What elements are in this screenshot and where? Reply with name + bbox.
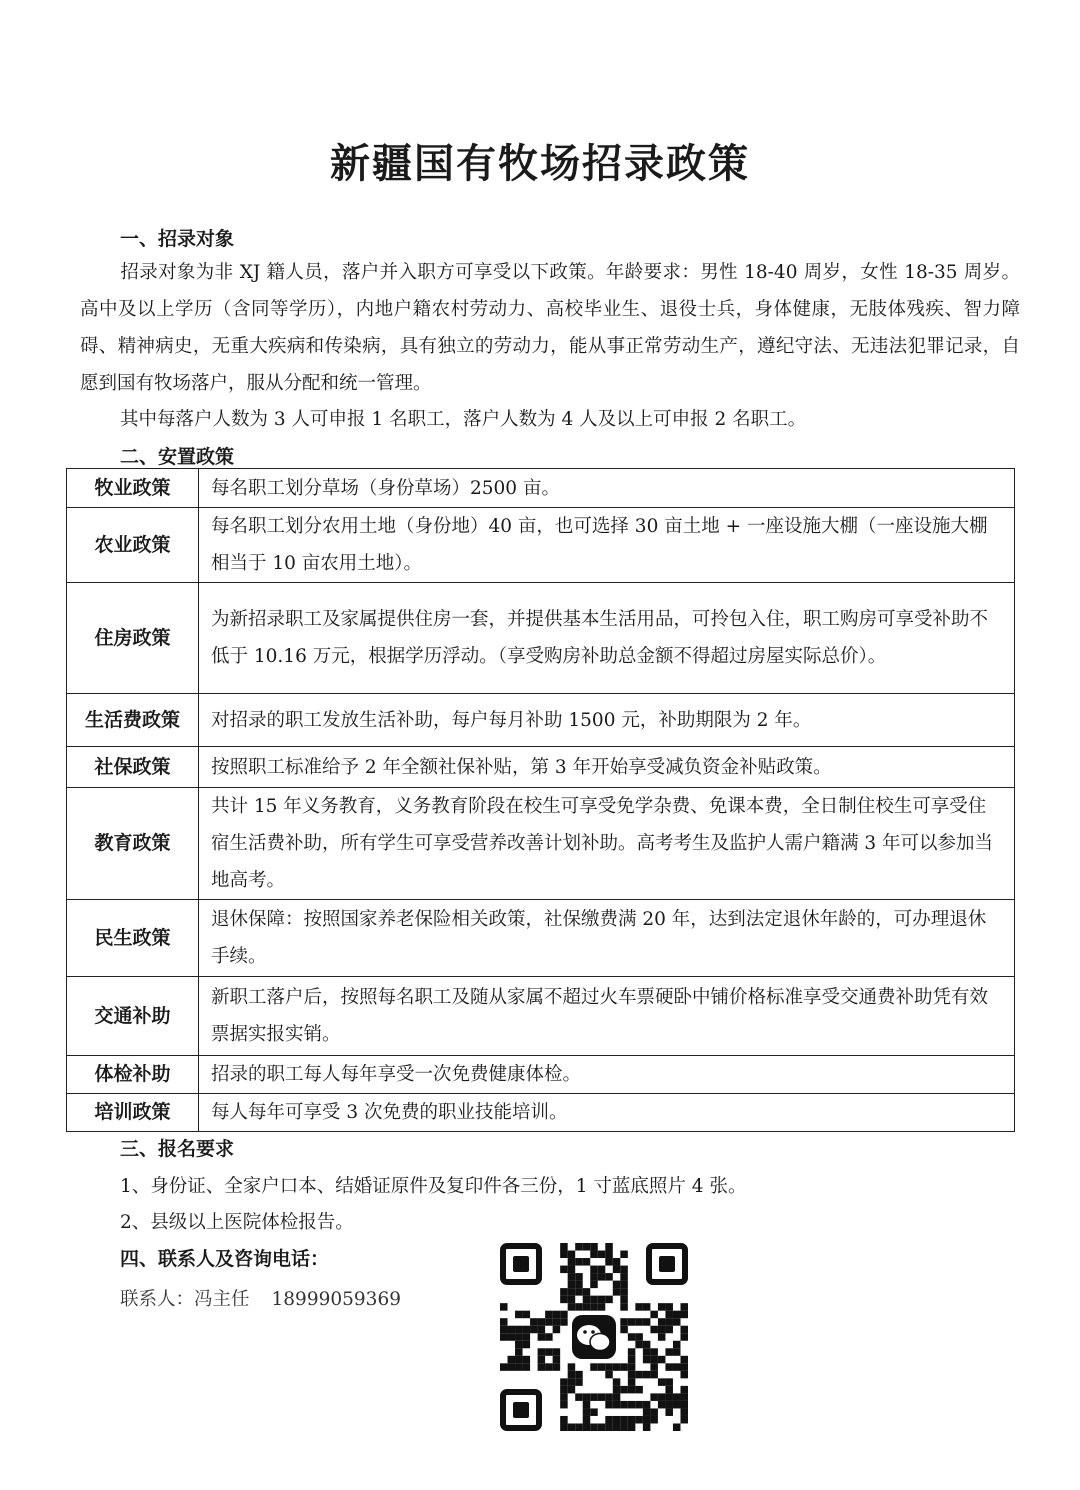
- contact-info: [120, 1285, 423, 1311]
- section2-heading: 二、安置政策: [120, 446, 235, 468]
- policy-name: 交通补助: [67, 977, 199, 1056]
- contact-phone: 18999059369: [271, 1289, 401, 1310]
- policy-table: [66, 468, 1015, 1132]
- policy-desc: 招录的职工每人每年享受一次免费健康体检。: [199, 1056, 1015, 1094]
- policy-name: 农业政策: [67, 508, 199, 583]
- policy-desc: 每名职工划分草场（身份草场）2500 亩。: [199, 469, 1015, 508]
- policy-row: [67, 900, 1015, 977]
- policy-row: [67, 1056, 1015, 1094]
- policy-desc: 每人每年可享受 3 次免费的职业技能培训。: [199, 1094, 1015, 1132]
- policy-row: [67, 977, 1015, 1056]
- section1-paragraph-quota: 其中每落户人数为 3 人可申报 1 名职工，落户人数为 4 人及以上可申报 2 名职工。: [120, 409, 807, 430]
- policy-name: 民生政策: [67, 900, 199, 977]
- policy-name: 牧业政策: [67, 469, 199, 508]
- policy-name: 教育政策: [67, 788, 199, 900]
- policy-row: [67, 508, 1015, 583]
- section1-heading: 一、招录对象: [120, 228, 235, 250]
- policy-name: 培训政策: [67, 1094, 199, 1132]
- policy-name: 社保政策: [67, 747, 199, 788]
- page-title: 新疆国有牧场招录政策: [330, 141, 750, 187]
- policy-desc: 共计 15 年义务教育，义务教育阶段在校生可享受免学杂费、免课本费，全日制住校生可享受住宿生活费补助，所有学生可享受营养改善计划补助。高考考生及监护人需户籍满 3 年可以参加当地高考。: [199, 788, 1015, 900]
- requirement-item: 1、身份证、全家户口本、结婚证原件及复印件各三份，1 寸蓝底照片 4 张。: [120, 1176, 747, 1197]
- policy-desc: 新职工落户后，按照每名职工及随从家属不超过火车票硬卧中铺价格标准享受交通费补助凭有效票据实报实销。: [199, 977, 1015, 1056]
- section3-heading: 三、报名要求: [120, 1138, 235, 1160]
- wechat-qr-code-icon[interactable]: [500, 1243, 688, 1431]
- section1-paragraph-eligibility: 招录对象为非 XJ 籍人员，落户并入职方可享受以下政策。年龄要求：男性 18-40 周岁，女性 18-35 周岁。高中及以上学历（含同等学历），内地户籍农村劳动力、高校毕业生、退役士兵，身体健康，无肢体残疾、智力障碍、精神病史，无重大疾病和传染病，具有独立的劳动力，能从事正常劳动生产，遵纪守法、无违法犯罪记录，自愿到国有牧场落户，服从分配和统一管理。: [80, 262, 1020, 394]
- policy-name: 住房政策: [67, 583, 199, 694]
- policy-name: 体检补助: [67, 1056, 199, 1094]
- policy-row: [67, 694, 1015, 747]
- policy-row: [67, 1094, 1015, 1132]
- policy-row: [67, 469, 1015, 508]
- policy-row: [67, 583, 1015, 694]
- policy-desc: 退休保障：按照国家养老保险相关政策，社保缴费满 20 年，达到法定退休年龄的，可办理退休手续。: [199, 900, 1015, 977]
- policy-name: 生活费政策: [67, 694, 199, 747]
- policy-desc: 按照职工标准给予 2 年全额社保补贴，第 3 年开始享受减负资金补贴政策。: [199, 747, 1015, 788]
- section4-heading: 四、联系人及咨询电话：: [120, 1248, 330, 1270]
- policy-row: [67, 747, 1015, 788]
- requirement-item: 2、县级以上医院体检报告。: [120, 1212, 354, 1233]
- policy-row: [67, 788, 1015, 900]
- policy-desc: 对招录的职工发放生活补助，每户每月补助 1500 元，补助期限为 2 年。: [199, 694, 1015, 747]
- contact-person: 联系人：冯主任: [120, 1289, 250, 1310]
- policy-desc: 每名职工划分农用土地（身份地）40 亩，也可选择 30 亩土地 + 一座设施大棚（一座设施大棚相当于 10 亩农用土地）。: [199, 508, 1015, 583]
- policy-desc: 为新招录职工及家属提供住房一套，并提供基本生活用品，可拎包入住，职工购房可享受补助不低于 10.16 万元，根据学历浮动。（享受购房补助总金额不得超过房屋实际总价）。: [199, 583, 1015, 694]
